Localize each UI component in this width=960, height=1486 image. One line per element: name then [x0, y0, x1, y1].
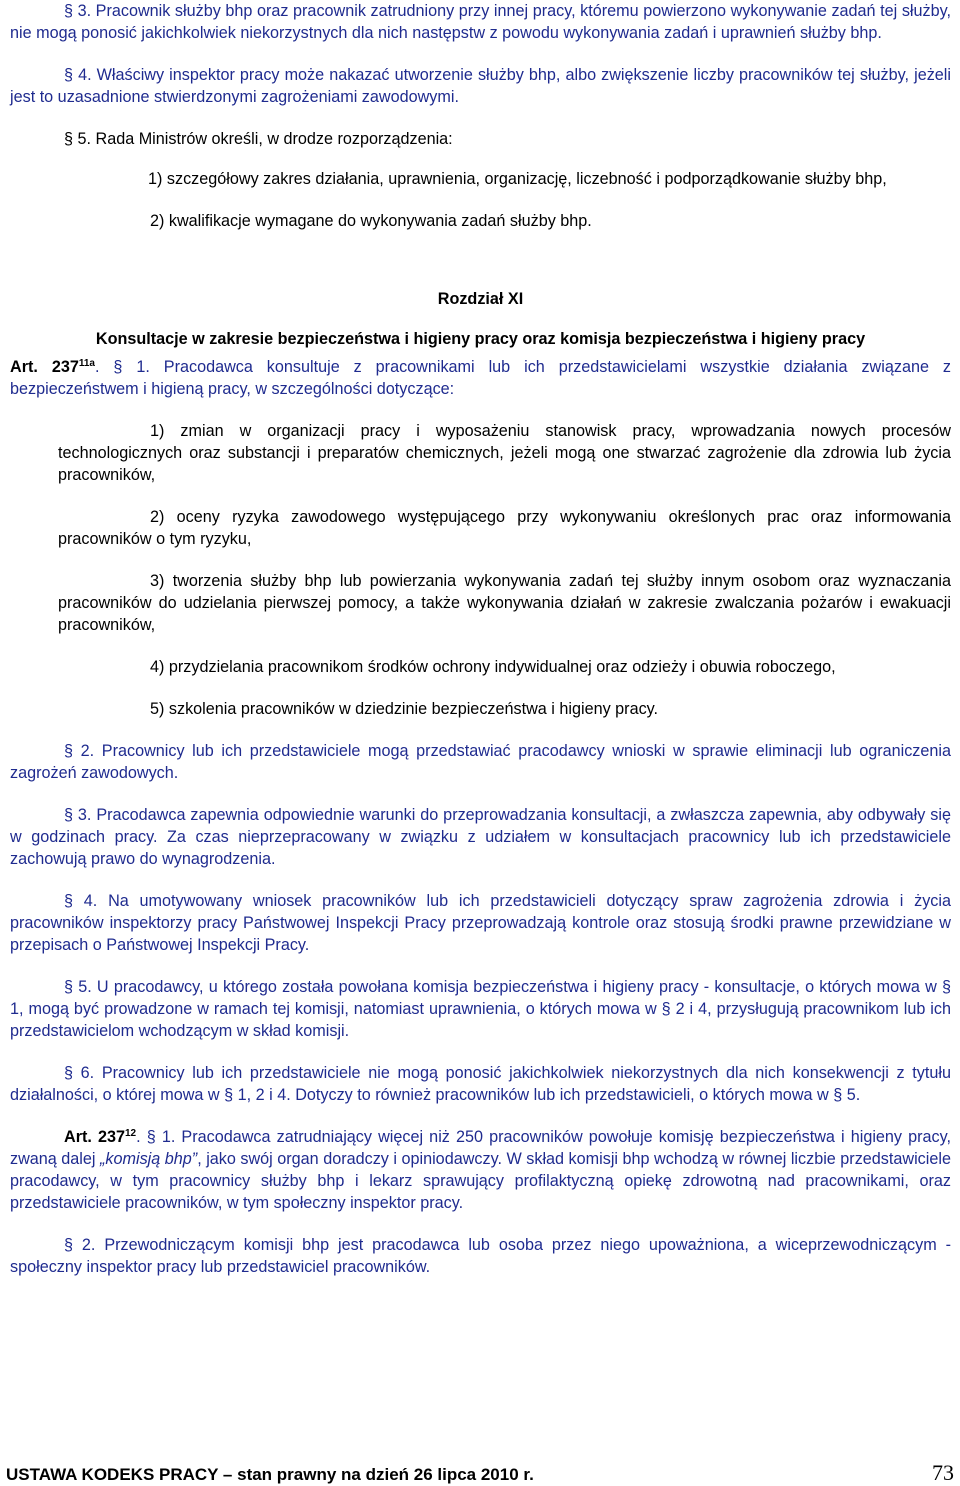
article-237-11a-label: Art. 237: [10, 358, 79, 376]
page-footer: [6, 1462, 954, 1486]
article-237-12-text-pre: . § 1. Pracodawca zatrudniający więcej niż 250 pracowników powołuje komisję bezpieczeństwa i higieny pracy, zwaną dalej: [10, 1128, 952, 1168]
article-237-12-section-2: § 2. Przewodniczącym komisji bhp jest pracodawca lub osoba przez niego upoważniona, a wiceprzewodniczącym - społeczny inspektor pracy lub przedstawiciel pracowników.: [10, 1236, 951, 1276]
paragraph-4: [10, 64, 951, 108]
article-237-11a-item-3: 3) tworzenia służby bhp lub powierzania wykonywania zadań tej służby innym osobom oraz wyznaczania pracowników do udzielania pierwszej pomocy, a także wykonywania działań w zakresie zwalczania pożarów i ewakuacji pracowników,: [58, 572, 951, 634]
article-237-11a-item-1: 1) zmian w organizacji pracy i wyposażeniu stanowisk pracy, wprowadzania nowych procesów technologicznych oraz substancji i preparatów chemicznych, jeżeli mogą one stwarzać zagrożenie dla zdrowia lub życia pracowników,: [58, 422, 951, 484]
article-237-12-italic-term: „komisją bhp”: [100, 1150, 198, 1168]
page-number: 73: [932, 1460, 954, 1485]
article-237-11a-intro: [10, 356, 951, 400]
article-237-12-text-post: , jako swój organ doradczy i opiniodawczy. W skład komisji bhp wchodzą w równej liczbie przedstawiciele pracodawcy, w tym pracownicy służby bhp i lekarz sprawujący profilaktyczną opiekę zdrowotną nad pracownikami, oraz przedstawiciele pracowników, w tym społeczny inspektor pracy.: [10, 1150, 951, 1212]
article-237-11a-sup: 11a: [78, 358, 95, 369]
paragraph-5: § 5. Rada Ministrów określi, w drodze rozporządzenia:: [64, 130, 453, 148]
article-237-11a-section-2: § 2. Pracownicy lub ich przedstawiciele mogą przedstawiać pracodawcy wnioski w sprawie eliminacji lub ograniczenia zagrożeń zawodowych.: [10, 742, 951, 782]
article-237-11a-item-4: 4) przydzielania pracownikom środków ochrony indywidualnej oraz odzieży i obuwia roboczego,: [150, 658, 836, 676]
article-237-11a-section-5: § 5. U pracodawcy, u którego została powołana komisja bezpieczeństwa i higieny pracy - konsultacje, o których mowa w § 1, mogą być prowadzone w ramach tej komisji, natomiast uprawnienia, o których mowa w § 2 i 4, przysługują pracownikom lub ich przedstawicielom wchodzącym w skład komisji.: [10, 978, 951, 1040]
paragraph-3: § 3. Pracownik służby bhp oraz pracownik zatrudniony przy innej pracy, któremu powierzono wykonywanie zadań tej służby, nie mogą ponosić jakichkolwiek niekorzystnych dla nich następstw z powodu wykonywania zadań i uprawnień służby bhp.: [10, 2, 951, 42]
paragraph-4-text: § 4. Właściwy inspektor pracy może nakazać utworzenie służby bhp, albo zwiększenie liczby pracowników tej służby, jeżeli jest to uzasadnione stwierdzonymi zagrożeniami zawodowymi.: [10, 66, 951, 106]
document-page: [10, 0, 951, 1278]
article-237-12-section-1: [10, 1126, 951, 1214]
paragraph-5-item-2: 2) kwalifikacje wymagane do wykonywania zadań służby bhp.: [150, 212, 592, 230]
footer-title: USTAWA KODEKS PRACY – stan prawny na dzień 26 lipca 2010 r.: [6, 1465, 534, 1484]
article-237-11a-text: . § 1. Pracodawca konsultuje z pracownikami lub ich przedstawicielami wszystkie działania związane z bezpieczeństwem i higieną pracy, w szczególności dotyczące:: [10, 358, 951, 398]
article-237-12-sup: 12: [125, 1128, 137, 1139]
article-237-12-label: Art. 237: [64, 1128, 125, 1146]
chapter-title: Rozdział XI: [437, 290, 524, 308]
article-237-11a-item-2: 2) oceny ryzyka zawodowego występującego przy wykonywaniu określonych prac oraz informowania pracowników o tym ryzyku,: [58, 508, 951, 548]
article-237-11a-item-5: 5) szkolenia pracowników w dziedzinie bezpieczeństwa i higieny pracy.: [150, 700, 659, 718]
article-237-11a-section-3: § 3. Pracodawca zapewnia odpowiednie warunki do przeprowadzania konsultacji, a zwłaszcza zapewnia, aby odbywały się w godzinach pracy. Za czas nieprzepracowany w związku z udziałem w konsultacjach pracownicy lub ich przedstawiciele zachowują prawo do wynagrodzenia.: [10, 806, 951, 868]
article-237-11a-section-6: § 6. Pracownicy lub ich przedstawiciele nie mogą ponosić jakichkolwiek niekorzystnych dla nich konsekwencji z tytułu działalności, o której mowa w § 1, 2 i 4. Dotyczy to również pracowników lub ich przedstawicieli, o których mowa w § 5.: [10, 1064, 951, 1104]
chapter-subtitle: Konsultacje w zakresie bezpieczeństwa i higieny pracy oraz komisja bezpieczeństwa i higieny pracy: [95, 330, 866, 348]
article-237-11a-section-4: § 4. Na umotywowany wniosek pracowników lub ich przedstawicieli dotyczący spraw zagrożenia zdrowia i życia pracowników inspektorzy pracy Państwowej Inspekcji Pracy przeprowadzają kontrole oraz stosują środki prawne przewidziane w przepisach o Państwowej Inspekcji Pracy.: [10, 892, 951, 954]
paragraph-5-item-1: 1) szczegółowy zakres działania, uprawnienia, organizację, liczebność i podporządkowanie służby bhp,: [148, 170, 887, 188]
